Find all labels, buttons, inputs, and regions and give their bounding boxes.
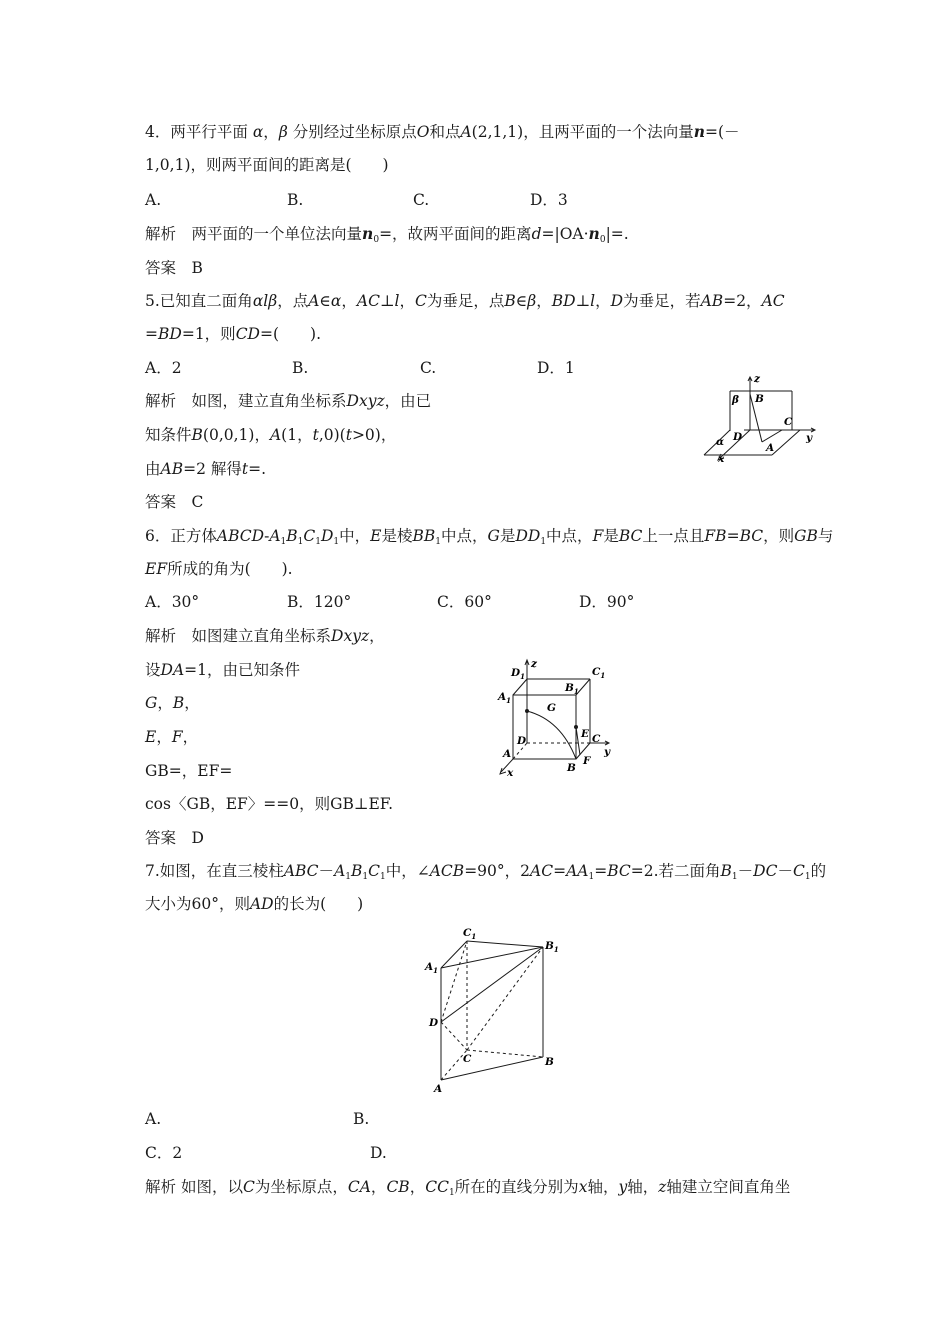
q4-option-d: D．3 <box>530 191 568 209</box>
q5-answer <box>145 491 203 513</box>
q5-line-2: =BD=1，则CD=( ). <box>145 325 321 343</box>
label-x: x <box>718 453 725 464</box>
label-C1: $C_1$ <box>592 666 606 680</box>
edge-A1D1 <box>513 679 527 695</box>
q5-solution-line-3: 由AB=2 解得t=. <box>145 460 267 478</box>
q7-option-a: A. <box>145 1110 162 1128</box>
q5-option-c: C. <box>420 359 437 377</box>
q6-solution-line-4: E，F， <box>145 728 199 746</box>
q6-answer <box>145 827 204 849</box>
label-C: C <box>592 733 601 745</box>
label-z: z <box>754 373 760 385</box>
point-E <box>574 725 578 729</box>
q4-option-b: B. <box>287 191 304 209</box>
q4-option-c: C. <box>413 191 430 209</box>
q6-solution-line-6: cos〈GB，EF〉==0，则GB⊥EF. <box>145 795 394 813</box>
label-D1: $D_1$ <box>511 667 525 681</box>
front-face <box>513 695 576 759</box>
label-G: G <box>547 702 556 714</box>
q7-line-1: 7.如图，在直三棱柱$ABC-A_1B_1C_1$中，∠ACB=90°，$2AC=AA_1=BC=2$.若二面角$B_1-DC-C_1$的 <box>145 862 827 882</box>
q5-line-1: 5.已知直二面角αlβ，点A∈α，AC⊥l，C为垂足，点B∈β，BD⊥l，D为垂足，若AB=2，AC <box>145 292 785 310</box>
label-B1: $B_1$ <box>545 940 559 954</box>
solution-label: 解析 <box>145 225 177 243</box>
hidden-edge-CB <box>467 1050 543 1057</box>
segment-GB <box>527 711 576 759</box>
q7-option-b: B. <box>353 1110 370 1128</box>
q7-option-d: D. <box>370 1144 387 1162</box>
q6-solution-line-5: GB=，EF= <box>145 762 233 780</box>
q7-solution-line-1: 解析 如图，以C为坐标原点，CA，CB，$CC_1$所在的直线分别为x轴，y轴，z轴建立空间直角坐 <box>145 1178 791 1198</box>
segment-AC <box>762 430 782 442</box>
segment-DB1 <box>441 947 543 1022</box>
answer-value: D <box>191 829 204 847</box>
label-y: y <box>604 746 611 758</box>
q6-line-1: 6．正方体ABCD-$A_1B_1C_1D_1$中，E是棱$BB_1$中点，G是$DD_1$中点，F是BC上一点且FB=BC，则GB与 <box>145 527 834 547</box>
label-A1: $A_1$ <box>425 961 439 975</box>
label-alpha: α <box>716 436 725 448</box>
q7-number: 7. <box>145 862 160 880</box>
q5-option-d: D．1 <box>537 359 575 377</box>
hidden-segment-DC <box>441 1022 467 1050</box>
q6-option-a: A．30° <box>145 593 200 611</box>
answer-value: C <box>191 493 204 511</box>
label-A: A <box>766 442 775 454</box>
label-B: B <box>755 393 764 405</box>
label-A: A <box>503 748 512 760</box>
q6-cube-figure <box>495 658 615 778</box>
q6-line-2: EF所成的角为( ). <box>145 560 293 578</box>
q6-option-c: C．60° <box>437 593 492 611</box>
q4-line-2: 1,0,1)，则两平面间的距离是( ) <box>145 156 389 174</box>
q4-line-1: 4．两平行平面 α，β 分别经过坐标原点O和点A(2,1,1)，且两平面的一个法向量n=(－ <box>145 122 740 141</box>
label-y: y <box>806 432 813 444</box>
solution-label: 解析 <box>145 392 177 410</box>
label-B: B <box>567 762 576 774</box>
label-C: C <box>784 416 793 428</box>
q4-solution: 解析 两平面的一个单位法向量$n_0=$，故两平面间的距离$d=|OA\cdot n_0|=$. <box>145 224 629 245</box>
answer-label: 答案 <box>145 829 177 847</box>
q6-number: 6． <box>145 527 171 545</box>
q4-option-a: A. <box>145 191 162 209</box>
label-beta: β <box>732 394 739 406</box>
label-C: C <box>463 1053 472 1065</box>
solution-label: 解析 <box>145 627 177 645</box>
label-C1: $C_1$ <box>463 927 477 941</box>
edge-AB <box>441 1057 543 1080</box>
answer-label: 答案 <box>145 259 177 277</box>
q6-solution-line-3: G，B， <box>145 694 200 712</box>
label-D: D <box>733 431 743 443</box>
q5-option-a: A．2 <box>145 359 182 377</box>
q4-number: 4． <box>145 123 171 141</box>
label-D: D <box>429 1017 439 1029</box>
q6-solution-line-2: 设DA=1，由已知条件 <box>145 661 300 679</box>
segment-EF <box>576 727 580 755</box>
q6-option-b: B．120° <box>287 593 352 611</box>
q5-solution-line-2: 知条件B(0,0,1)，A(1，t,0)(t>0)， <box>145 426 397 444</box>
x-arrow <box>500 768 506 774</box>
q7-option-c: C．2 <box>145 1144 183 1162</box>
point-G <box>525 709 529 713</box>
label-D: D <box>517 735 527 747</box>
hidden-segment-DC1 <box>441 941 467 1022</box>
q5-solution-line-1: 解析 如图，建立直角坐标系Dxyz，由已 <box>145 392 432 410</box>
label-A1: $A_1$ <box>498 691 512 705</box>
q7-line-2: 大小为60°，则AD的长为( ) <box>145 895 364 913</box>
label-F: F <box>583 755 591 767</box>
edge-C1B1 <box>467 941 543 947</box>
solution-label: 解析 <box>145 1178 177 1196</box>
label-B: B <box>545 1056 554 1068</box>
q5-option-b: B. <box>292 359 309 377</box>
q7-prism-figure <box>420 922 570 1098</box>
q6-solution-line-1: 解析 如图建立直角坐标系Dxyz， <box>145 627 385 645</box>
edge-A1B1 <box>441 947 543 968</box>
q5-dihedral-figure <box>700 372 825 464</box>
q6-option-d: D．90° <box>579 593 635 611</box>
answer-label: 答案 <box>145 493 177 511</box>
q5-number: 5. <box>145 292 160 310</box>
q4-answer <box>145 257 203 279</box>
hidden-segment-CB1 <box>467 947 543 1050</box>
label-A: A <box>434 1083 443 1095</box>
label-z: z <box>531 658 537 670</box>
label-B1: $B_1$ <box>565 682 579 696</box>
label-x: x <box>507 767 514 778</box>
label-E: E <box>581 728 590 740</box>
answer-value: B <box>191 259 203 277</box>
